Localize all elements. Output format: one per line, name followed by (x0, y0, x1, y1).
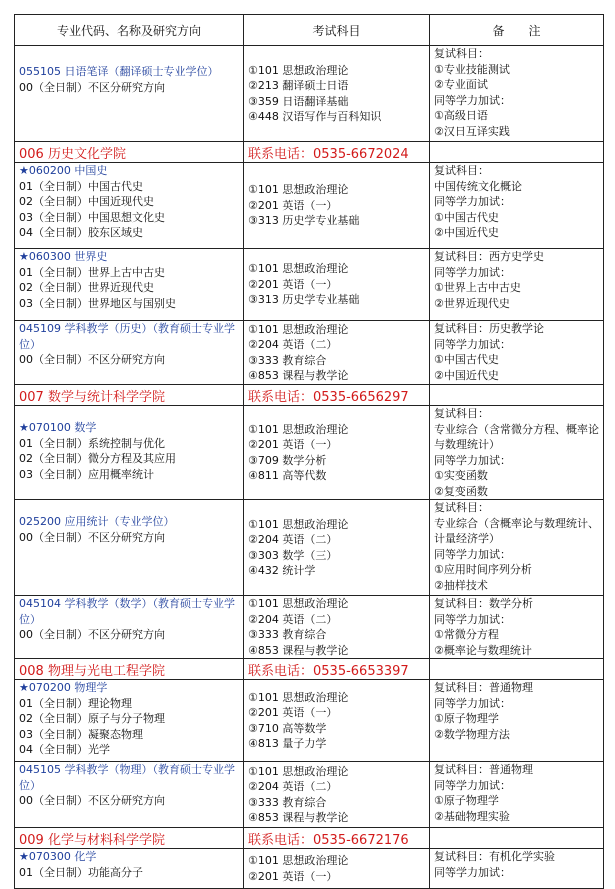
college-name: 008 物理与光电工程学院 (15, 659, 244, 680)
notes-cell (430, 680, 604, 762)
notes-cell (430, 762, 604, 828)
table-body (15, 46, 604, 889)
note-line: 同等学力加试： (434, 612, 511, 626)
note-line: ①应用时间序列分析 (434, 563, 532, 576)
notes-cell (430, 321, 604, 385)
exam-subject: ④448 汉语写作与百科知识 (248, 110, 382, 123)
research-direction: 00（全日制）不区分研究方向 (19, 353, 165, 366)
exam-subject: ②204 英语（二） (248, 338, 338, 351)
note-line: ①实变函数 (434, 469, 488, 482)
program-row (15, 249, 604, 321)
note-line: 专业综合（含常微分方程、概率论与数理统计） (434, 422, 599, 451)
research-direction: 00（全日制）不区分研究方向 (19, 628, 165, 641)
admissions-table (14, 14, 604, 889)
note-line: 复试科目：普通物理 (434, 681, 533, 694)
college-note-empty (430, 142, 604, 163)
exam-subject: ①101 思想政治理论 (248, 764, 349, 778)
note-line: 复试科目： (434, 164, 489, 177)
note-line: 同等学力加试： (434, 265, 511, 279)
subjects-cell (244, 321, 430, 385)
program-cell (15, 762, 244, 828)
exam-subject: ①101 思想政治理论 (248, 262, 349, 276)
exam-subject: ②201 英语（一） (248, 706, 338, 719)
note-line: 复试科目： (434, 47, 489, 60)
exam-subject: ②204 英语（二） (248, 533, 338, 546)
research-direction: 03（全日制）中国思想文化史 (19, 210, 165, 224)
exam-subject: ②213 翻译硕士日语 (248, 79, 349, 92)
note-line: 专业综合（含概率论与数理统计、计量经济学） (434, 516, 599, 545)
note-line: ①中国古代史 (434, 353, 499, 366)
exam-subject: ③333 教育综合 (248, 628, 327, 641)
note-line: 同等学力加试： (434, 696, 511, 710)
exam-subject: ①101 思想政治理论 (248, 63, 349, 77)
exam-subject: ②201 英语（一） (248, 277, 338, 291)
note-line: ①原子物理学 (434, 712, 499, 725)
note-line: ②中国近代史 (434, 368, 499, 382)
note-line: 复试科目：历史教学论 (434, 322, 544, 335)
note-line: ①原子物理学 (434, 794, 499, 807)
exam-subject: ①101 思想政治理论 (248, 322, 349, 336)
program-cell (15, 163, 244, 249)
subjects-cell (244, 249, 430, 321)
note-line: ①常微分方程 (434, 628, 499, 641)
program-row (15, 46, 604, 142)
note-line: 复试科目：西方史学史 (434, 250, 544, 263)
exam-subject: ③313 历史学专业基础 (248, 293, 360, 307)
program-name: ★070200 物理学 (19, 681, 108, 694)
program-row (15, 500, 604, 596)
notes-cell (430, 500, 604, 596)
note-line: 复试科目：数学分析 (434, 597, 533, 610)
note-line: 复试科目：普通物理 (434, 763, 533, 776)
note-line: 复试科目： (434, 407, 489, 420)
exam-subject: ③359 日语翻译基础 (248, 94, 349, 108)
exam-subject: ④853 课程与教学论 (248, 643, 349, 657)
notes-cell (430, 406, 604, 500)
program-cell (15, 321, 244, 385)
table-header-row (15, 15, 604, 46)
program-row (15, 596, 604, 659)
program-cell (15, 249, 244, 321)
note-line: 同等学力加试： (434, 778, 511, 792)
research-direction: 02（全日制）中国近现代史 (19, 195, 154, 208)
notes-cell (430, 596, 604, 659)
college-phone: 联系电话：0535-6672024 (244, 142, 430, 163)
research-direction: 03（全日制）应用概率统计 (19, 467, 154, 481)
program-cell (15, 46, 244, 142)
note-line: ②基础物理实验 (434, 809, 510, 823)
exam-subject: ③333 教育综合 (248, 353, 327, 367)
college-name: 007 数学与统计科学学院 (15, 385, 244, 406)
program-name: ★060300 世界史 (19, 250, 108, 263)
exam-subject: ①101 思想政治理论 (248, 854, 349, 867)
college-row (15, 659, 604, 680)
note-line: ②数学物理方法 (434, 727, 510, 741)
program-cell (15, 596, 244, 659)
note-line: ①专业技能测试 (434, 62, 510, 76)
subjects-cell (244, 596, 430, 659)
exam-subject: ①101 思想政治理论 (248, 517, 349, 531)
research-direction: 01（全日制）理论物理 (19, 696, 132, 710)
subjects-cell (244, 680, 430, 762)
program-name: 045105 学科教学（物理）（教育硕士专业学位） (19, 763, 235, 792)
program-name: ★060200 中国史 (19, 164, 108, 177)
research-direction: 04（全日制）光学 (19, 743, 110, 756)
program-row (15, 762, 604, 828)
note-line: 复试科目： (434, 501, 489, 514)
note-line: 同等学力加试： (434, 195, 511, 208)
exam-subject: ②201 英语（一） (248, 198, 338, 212)
research-direction: 03（全日制）世界地区与国别史 (19, 296, 176, 310)
note-line: 同等学力加试： (434, 547, 511, 561)
subjects-cell (244, 500, 430, 596)
research-direction: 01（全日制）功能高分子 (19, 865, 143, 879)
note-line: ②中国近代史 (434, 226, 499, 239)
college-note-empty (430, 385, 604, 406)
note-line: ①中国古代史 (434, 210, 499, 224)
program-row (15, 406, 604, 500)
exam-subject: ④432 统计学 (248, 564, 316, 577)
note-line: ①世界上古中古史 (434, 281, 521, 294)
research-direction: 03（全日制）凝聚态物理 (19, 727, 143, 741)
college-name: 006 历史文化学院 (15, 142, 244, 163)
exam-subject: ④853 课程与教学论 (248, 811, 349, 824)
note-line: ②专业面试 (434, 78, 488, 91)
note-line: 同等学力加试： (434, 865, 511, 879)
notes-cell (430, 249, 604, 321)
note-line: ②抽样技术 (434, 578, 488, 592)
college-name: 009 化学与材料科学学院 (15, 828, 244, 849)
college-row (15, 385, 604, 406)
program-name: 055105 日语笔译（翻译硕士专业学位） (19, 65, 219, 78)
research-direction: 00（全日制）不区分研究方向 (19, 80, 165, 94)
college-phone: 联系电话：0535-6656297 (244, 385, 430, 406)
exam-subject: ②204 英语（二） (248, 612, 338, 626)
exam-subject: ③710 高等数学 (248, 721, 327, 735)
note-line: 同等学力加试： (434, 337, 511, 351)
program-row (15, 321, 604, 385)
research-direction: 02（全日制）微分方程及其应用 (19, 452, 176, 465)
notes-cell (430, 163, 604, 249)
research-direction: 01（全日制）系统控制与优化 (19, 436, 165, 450)
header-notes: 备 注 (430, 15, 604, 46)
program-cell (15, 406, 244, 500)
program-name: ★070100 数学 (19, 421, 97, 434)
research-direction: 00（全日制）不区分研究方向 (19, 794, 165, 807)
note-line: ①高级日语 (434, 109, 488, 122)
subjects-cell (244, 163, 430, 249)
college-note-empty (430, 659, 604, 680)
subjects-cell (244, 46, 430, 142)
program-row (15, 680, 604, 762)
program-row (15, 849, 604, 889)
subjects-cell (244, 762, 430, 828)
notes-cell (430, 46, 604, 142)
note-line: ②复变函数 (434, 484, 488, 498)
exam-subject: ②201 英语（一） (248, 438, 338, 451)
research-direction: 02（全日制）原子与分子物理 (19, 712, 165, 725)
program-row (15, 163, 604, 249)
note-line: ②汉日互译实践 (434, 124, 510, 138)
college-row (15, 142, 604, 163)
program-name: 045109 学科教学（历史）（教育硕士专业学位） (19, 322, 235, 351)
exam-subject: ②204 英语（二） (248, 780, 338, 793)
research-direction: 04（全日制）胶东区域史 (19, 226, 143, 239)
college-note-empty (430, 828, 604, 849)
program-cell (15, 849, 244, 889)
program-cell (15, 500, 244, 596)
subjects-cell (244, 849, 430, 889)
exam-subject: ④813 量子力学 (248, 737, 327, 750)
exam-subject: ③333 教育综合 (248, 795, 327, 809)
header-subjects: 考试科目 (244, 15, 430, 46)
notes-cell (430, 849, 604, 889)
exam-subject: ①101 思想政治理论 (248, 422, 349, 436)
note-line: 中国传统文化概论 (434, 179, 522, 193)
college-phone: 联系电话：0535-6653397 (244, 659, 430, 680)
exam-subject: ③709 数学分析 (248, 453, 327, 467)
exam-subject: ④811 高等代数 (248, 469, 327, 482)
header-program: 专业代码、名称及研究方向 (15, 15, 244, 46)
note-line: 同等学力加试： (434, 93, 511, 107)
note-line: 同等学力加试： (434, 453, 511, 467)
college-phone: 联系电话：0535-6672176 (244, 828, 430, 849)
exam-subject: ②201 英语（一） (248, 869, 338, 883)
research-direction: 01（全日制）世界上古中古史 (19, 265, 165, 279)
exam-subject: ④853 课程与教学论 (248, 369, 349, 382)
note-line: ②概率论与数理统计 (434, 643, 532, 657)
college-row (15, 828, 604, 849)
program-name: 025200 应用统计（专业学位） (19, 515, 175, 528)
exam-subject: ①101 思想政治理论 (248, 690, 349, 704)
research-direction: 01（全日制）中国古代史 (19, 179, 143, 193)
program-name: 045104 学科教学（数学）（教育硕士专业学位） (19, 597, 235, 626)
research-direction: 02（全日制）世界近现代史 (19, 281, 154, 294)
note-line: ②世界近现代史 (434, 296, 510, 310)
program-cell (15, 680, 244, 762)
exam-subject: ①101 思想政治理论 (248, 183, 349, 197)
exam-subject: ①101 思想政治理论 (248, 597, 349, 610)
program-name: ★070300 化学 (19, 850, 97, 863)
exam-subject: ③303 数学（三） (248, 548, 338, 562)
subjects-cell (244, 406, 430, 500)
note-line: 复试科目：有机化学实验 (434, 850, 555, 863)
exam-subject: ③313 历史学专业基础 (248, 214, 360, 228)
research-direction: 00（全日制）不区分研究方向 (19, 530, 165, 544)
